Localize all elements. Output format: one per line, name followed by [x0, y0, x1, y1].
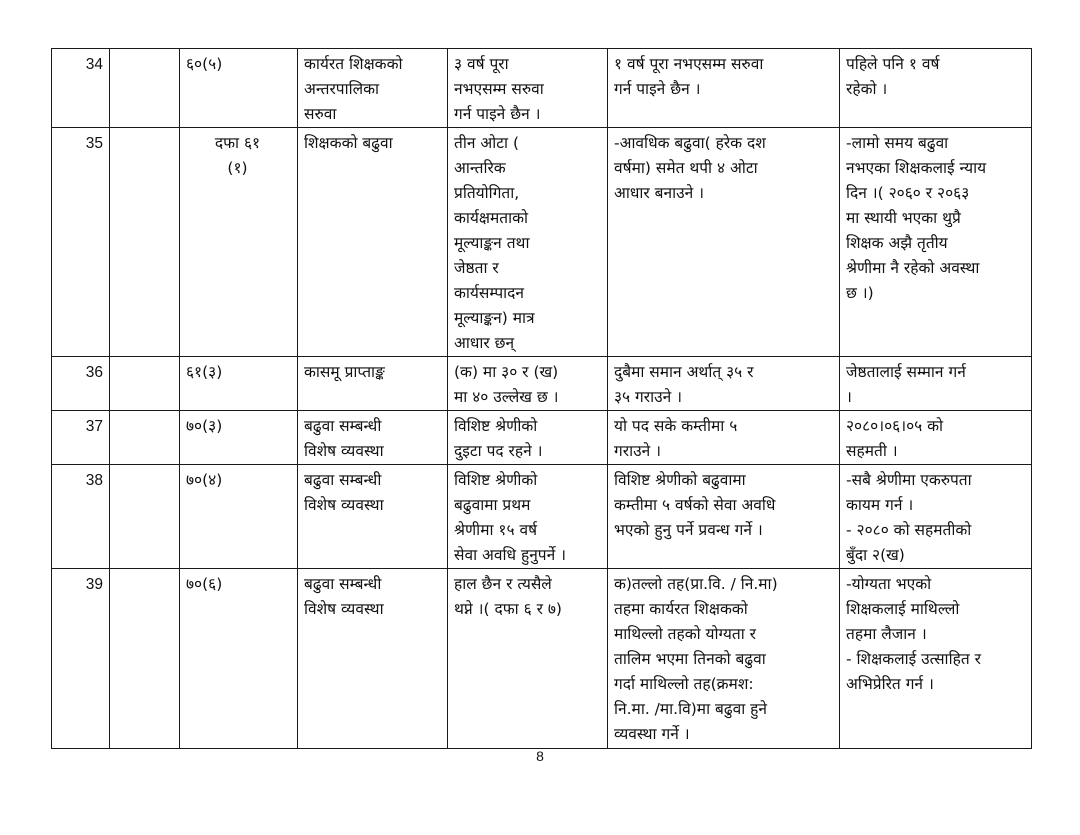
- section-cell: [180, 357, 298, 411]
- blank-cell: [110, 411, 180, 465]
- current-line: थप्ने ।( दफा ६ र ७): [454, 600, 562, 618]
- blank-cell: [110, 465, 180, 569]
- reason-line: नभएका शिक्षकलाई न्याय: [846, 159, 987, 177]
- current-line: आधार छन्: [454, 334, 515, 352]
- section-line: ७०(३): [186, 417, 223, 435]
- reason-cell: [840, 465, 1032, 569]
- reason-cell: [840, 49, 1032, 128]
- row-number-cell: 38: [52, 465, 110, 569]
- reason-line: कायम गर्न ।: [846, 496, 914, 514]
- current-line: बढुवामा प्रथम: [454, 496, 531, 514]
- reason-line: २०८०।०६।०५ को: [846, 417, 944, 435]
- proposed-line: व्यवस्था गर्ने ।: [614, 725, 690, 743]
- current-line: नभएसम्म सरुवा: [454, 80, 544, 98]
- reason-line: जेष्ठतालाई सम्मान गर्न: [846, 363, 966, 381]
- current-line: (क) मा ३० र (ख): [454, 363, 559, 381]
- reason-line: बुँदा २(ख): [846, 546, 905, 564]
- section-line: ६०(५): [186, 55, 223, 73]
- topic-line: कार्यरत शिक्षकको: [304, 55, 403, 73]
- topic-cell: [298, 569, 448, 749]
- proposed-line: विशिष्ट श्रेणीको बढुवामा: [614, 471, 746, 489]
- table-row: [52, 465, 1032, 569]
- section-line: ७०(६): [186, 575, 223, 593]
- section-cell: [180, 128, 298, 357]
- current-line: हाल छैन र त्यसैले: [454, 575, 552, 593]
- table-row: [52, 49, 1032, 128]
- proposed-line: गराउने ।: [614, 442, 661, 460]
- proposed-line: क)तल्लो तह(प्रा.वि. / नि.मा): [614, 575, 778, 593]
- reason-cell: [840, 569, 1032, 749]
- proposed-line: नि.मा. /मा.वि)मा बढुवा हुने: [614, 700, 767, 718]
- proposed-line: ३५ गराउने ।: [614, 388, 683, 406]
- proposed-line: कम्तीमा ५ वर्षको सेवा अवधि: [614, 496, 776, 514]
- blank-cell: [110, 49, 180, 128]
- proposed-line: यो पद सके कम्तीमा ५: [614, 417, 738, 435]
- proposed-amendment-cell: [608, 357, 840, 411]
- current-provision-cell: [448, 357, 608, 411]
- proposed-line: तहमा कार्यरत शिक्षकको: [614, 600, 748, 618]
- reason-line: -सबै श्रेणीमा एकरुपता: [846, 471, 972, 489]
- table-row: [52, 569, 1032, 749]
- section-line: दफा ६१: [214, 134, 261, 152]
- page-number: 8: [536, 748, 544, 764]
- row-number-cell: 34: [52, 49, 110, 128]
- topic-cell: [298, 411, 448, 465]
- blank-cell: [110, 357, 180, 411]
- proposed-amendment-cell: [608, 465, 840, 569]
- current-line: सेवा अवधि हुनुपर्ने ।: [454, 546, 567, 564]
- topic-line: सरुवा: [304, 105, 337, 123]
- topic-line: विशेष व्यवस्था: [304, 442, 384, 460]
- current-line: तीन ओटा (: [454, 134, 520, 152]
- reason-line: -योग्यता भएको: [846, 575, 932, 593]
- section-cell: [180, 411, 298, 465]
- current-line: विशिष्ट श्रेणीको: [454, 417, 538, 435]
- table-row: [52, 411, 1032, 465]
- topic-line: बढुवा सम्बन्धी: [304, 471, 382, 489]
- blank-cell: [110, 128, 180, 357]
- topic-cell: [298, 128, 448, 357]
- amendment-table: [51, 48, 1032, 749]
- topic-line: अन्तरपालिका: [304, 80, 380, 98]
- current-provision-cell: [448, 465, 608, 569]
- current-line: गर्न पाइने छैन ।: [454, 105, 541, 123]
- section-cell: [180, 49, 298, 128]
- section-line: ७०(४): [186, 471, 223, 489]
- row-number-cell: 36: [52, 357, 110, 411]
- row-number-cell: 35: [52, 128, 110, 357]
- reason-line: श्रेणीमा नै रहेको अवस्था: [846, 259, 980, 277]
- reason-line: ।: [846, 388, 852, 406]
- current-provision-cell: [448, 128, 608, 357]
- reason-line: तहमा लैजान ।: [846, 625, 927, 643]
- proposed-line: -आवधिक बढुवा( हरेक दश: [614, 134, 766, 152]
- reason-line: शिक्षकलाई माथिल्लो: [846, 600, 960, 618]
- proposed-amendment-cell: [608, 411, 840, 465]
- current-provision-cell: [448, 411, 608, 465]
- current-line: ३ वर्ष पूरा: [454, 55, 509, 73]
- proposed-line: वर्षमा) समेत थपी ४ ओटा: [614, 159, 758, 177]
- reason-line: अभिप्रेरित गर्न ।: [846, 675, 934, 693]
- reason-line: - शिक्षकलाई उत्साहित र: [846, 650, 981, 668]
- reason-cell: [840, 357, 1032, 411]
- proposed-line: तालिम भएमा तिनको बढुवा: [614, 650, 766, 668]
- topic-cell: [298, 357, 448, 411]
- reason-line: छ ।): [846, 284, 874, 302]
- reason-line: पहिले पनि १ वर्ष: [846, 55, 940, 73]
- topic-cell: [298, 465, 448, 569]
- current-line: मूल्याङ्कन तथा: [454, 234, 530, 252]
- topic-line: बढुवा सम्बन्धी: [304, 417, 382, 435]
- table-body: [52, 49, 1032, 749]
- current-line: विशिष्ट श्रेणीको: [454, 471, 538, 489]
- current-line: कार्यसम्पादन: [454, 284, 524, 302]
- reason-cell: [840, 411, 1032, 465]
- reason-line: मा स्थायी भएका थुप्रै: [846, 209, 961, 227]
- blank-cell: [110, 569, 180, 749]
- current-line: श्रेणीमा १५ वर्ष: [454, 521, 538, 539]
- current-line: जेष्ठता र: [454, 259, 499, 277]
- reason-cell: [840, 128, 1032, 357]
- proposed-line: भएको हुनु पर्ने प्रवन्ध गर्ने ।: [614, 521, 763, 539]
- table-row: [52, 128, 1032, 357]
- current-provision-cell: [448, 49, 608, 128]
- topic-line: शिक्षकको बढुवा: [304, 134, 393, 152]
- current-line: मा ४० उल्लेख छ ।: [454, 388, 559, 406]
- section-cell: [180, 569, 298, 749]
- reason-line: रहेको ।: [846, 80, 888, 98]
- current-line: मूल्याङ्कन) मात्र: [454, 309, 535, 327]
- proposed-amendment-cell: [608, 49, 840, 128]
- reason-line: -लामो समय बढुवा: [846, 134, 949, 152]
- reason-line: सहमती ।: [846, 442, 898, 460]
- current-line: प्रतियोगिता,: [454, 184, 520, 202]
- row-number-cell: 39: [52, 569, 110, 749]
- proposed-amendment-cell: [608, 128, 840, 357]
- section-line: (१): [227, 159, 248, 177]
- proposed-line: गर्दा माथिल्लो तह(क्रमश:: [614, 675, 754, 693]
- proposed-line: दुबैमा समान अर्थात् ३५ र: [614, 363, 754, 381]
- current-line: कार्यक्षमताको: [454, 209, 529, 227]
- reason-line: दिन ।( २०६० र २०६३: [846, 184, 970, 202]
- topic-line: विशेष व्यवस्था: [304, 496, 384, 514]
- proposed-line: १ वर्ष पूरा नभएसम्म सरुवा: [614, 55, 764, 73]
- proposed-amendment-cell: [608, 569, 840, 749]
- topic-line: बढुवा सम्बन्धी: [304, 575, 382, 593]
- topic-cell: [298, 49, 448, 128]
- proposed-line: आधार बनाउने ।: [614, 184, 705, 202]
- reason-line: - २०८० को सहमतीको: [846, 521, 972, 539]
- topic-line: कासमू प्राप्ताङ्क: [304, 363, 385, 381]
- section-line: ६१(३): [186, 363, 223, 381]
- reason-line: शिक्षक अझै तृतीय: [846, 234, 948, 252]
- current-line: दुइटा पद रहने ।: [454, 442, 543, 460]
- section-cell: [180, 465, 298, 569]
- row-number-cell: 37: [52, 411, 110, 465]
- proposed-line: गर्न पाइने छैन ।: [614, 80, 701, 98]
- topic-line: विशेष व्यवस्था: [304, 600, 384, 618]
- current-provision-cell: [448, 569, 608, 749]
- table-row: [52, 357, 1032, 411]
- current-line: आन्तरिक: [454, 159, 506, 177]
- proposed-line: माथिल्लो तहको योग्यता र: [614, 625, 757, 643]
